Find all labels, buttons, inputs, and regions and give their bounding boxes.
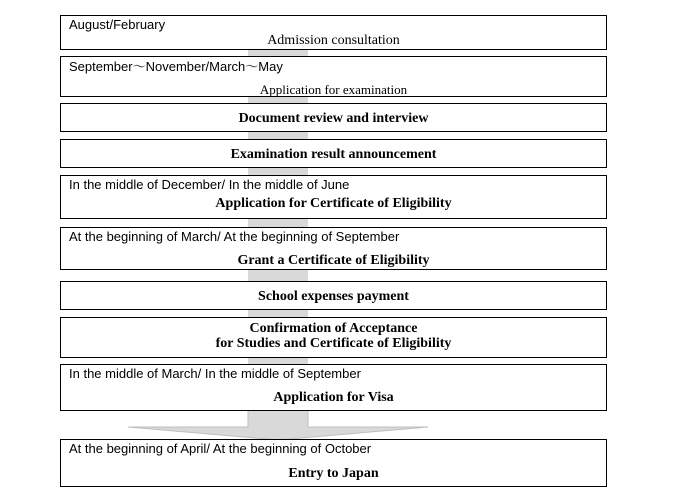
step-date: At the beginning of March/ At the beginning of September — [69, 229, 400, 244]
flow-step-certificate-grant — [60, 227, 607, 270]
flow-step-document-review — [60, 103, 607, 132]
step-title-line: Confirmation of Acceptance — [249, 321, 418, 336]
flow-step-visa-application — [60, 364, 607, 411]
step-title: Application for examination — [259, 82, 408, 97]
step-title: Document review and interview — [238, 111, 429, 126]
step-date: In the middle of December/ In the middle of June — [69, 177, 350, 192]
step-title: Entry to Japan — [288, 466, 379, 481]
step-title: School expenses payment — [258, 289, 409, 304]
step-date: At the beginning of April/ At the beginning of October — [69, 441, 372, 456]
flow-step-admission-consultation — [60, 15, 607, 50]
step-date: August/February — [69, 17, 166, 32]
step-title: Application for Certificate of Eligibility — [215, 196, 452, 211]
step-title: Admission consultation — [267, 33, 400, 48]
flow-step-result-announcement — [60, 139, 607, 168]
flow-step-confirmation-of-acceptance — [60, 317, 607, 358]
step-date: In the middle of March/ In the middle of September — [69, 366, 361, 381]
step-title — [61, 321, 606, 351]
flow-step-entry-to-japan — [60, 439, 607, 487]
step-title: Application for Visa — [273, 390, 394, 405]
step-title: Grant a Certificate of Eligibility — [237, 253, 430, 268]
flow-step-certificate-application — [60, 175, 607, 219]
step-title-line: for Studies and Certificate of Eligibility — [215, 336, 452, 351]
step-date: September～November/March～May — [69, 59, 283, 74]
flow-step-school-expenses — [60, 281, 607, 310]
step-title: Examination result announcement — [230, 147, 437, 162]
flow-step-application-for-examination — [60, 56, 607, 97]
